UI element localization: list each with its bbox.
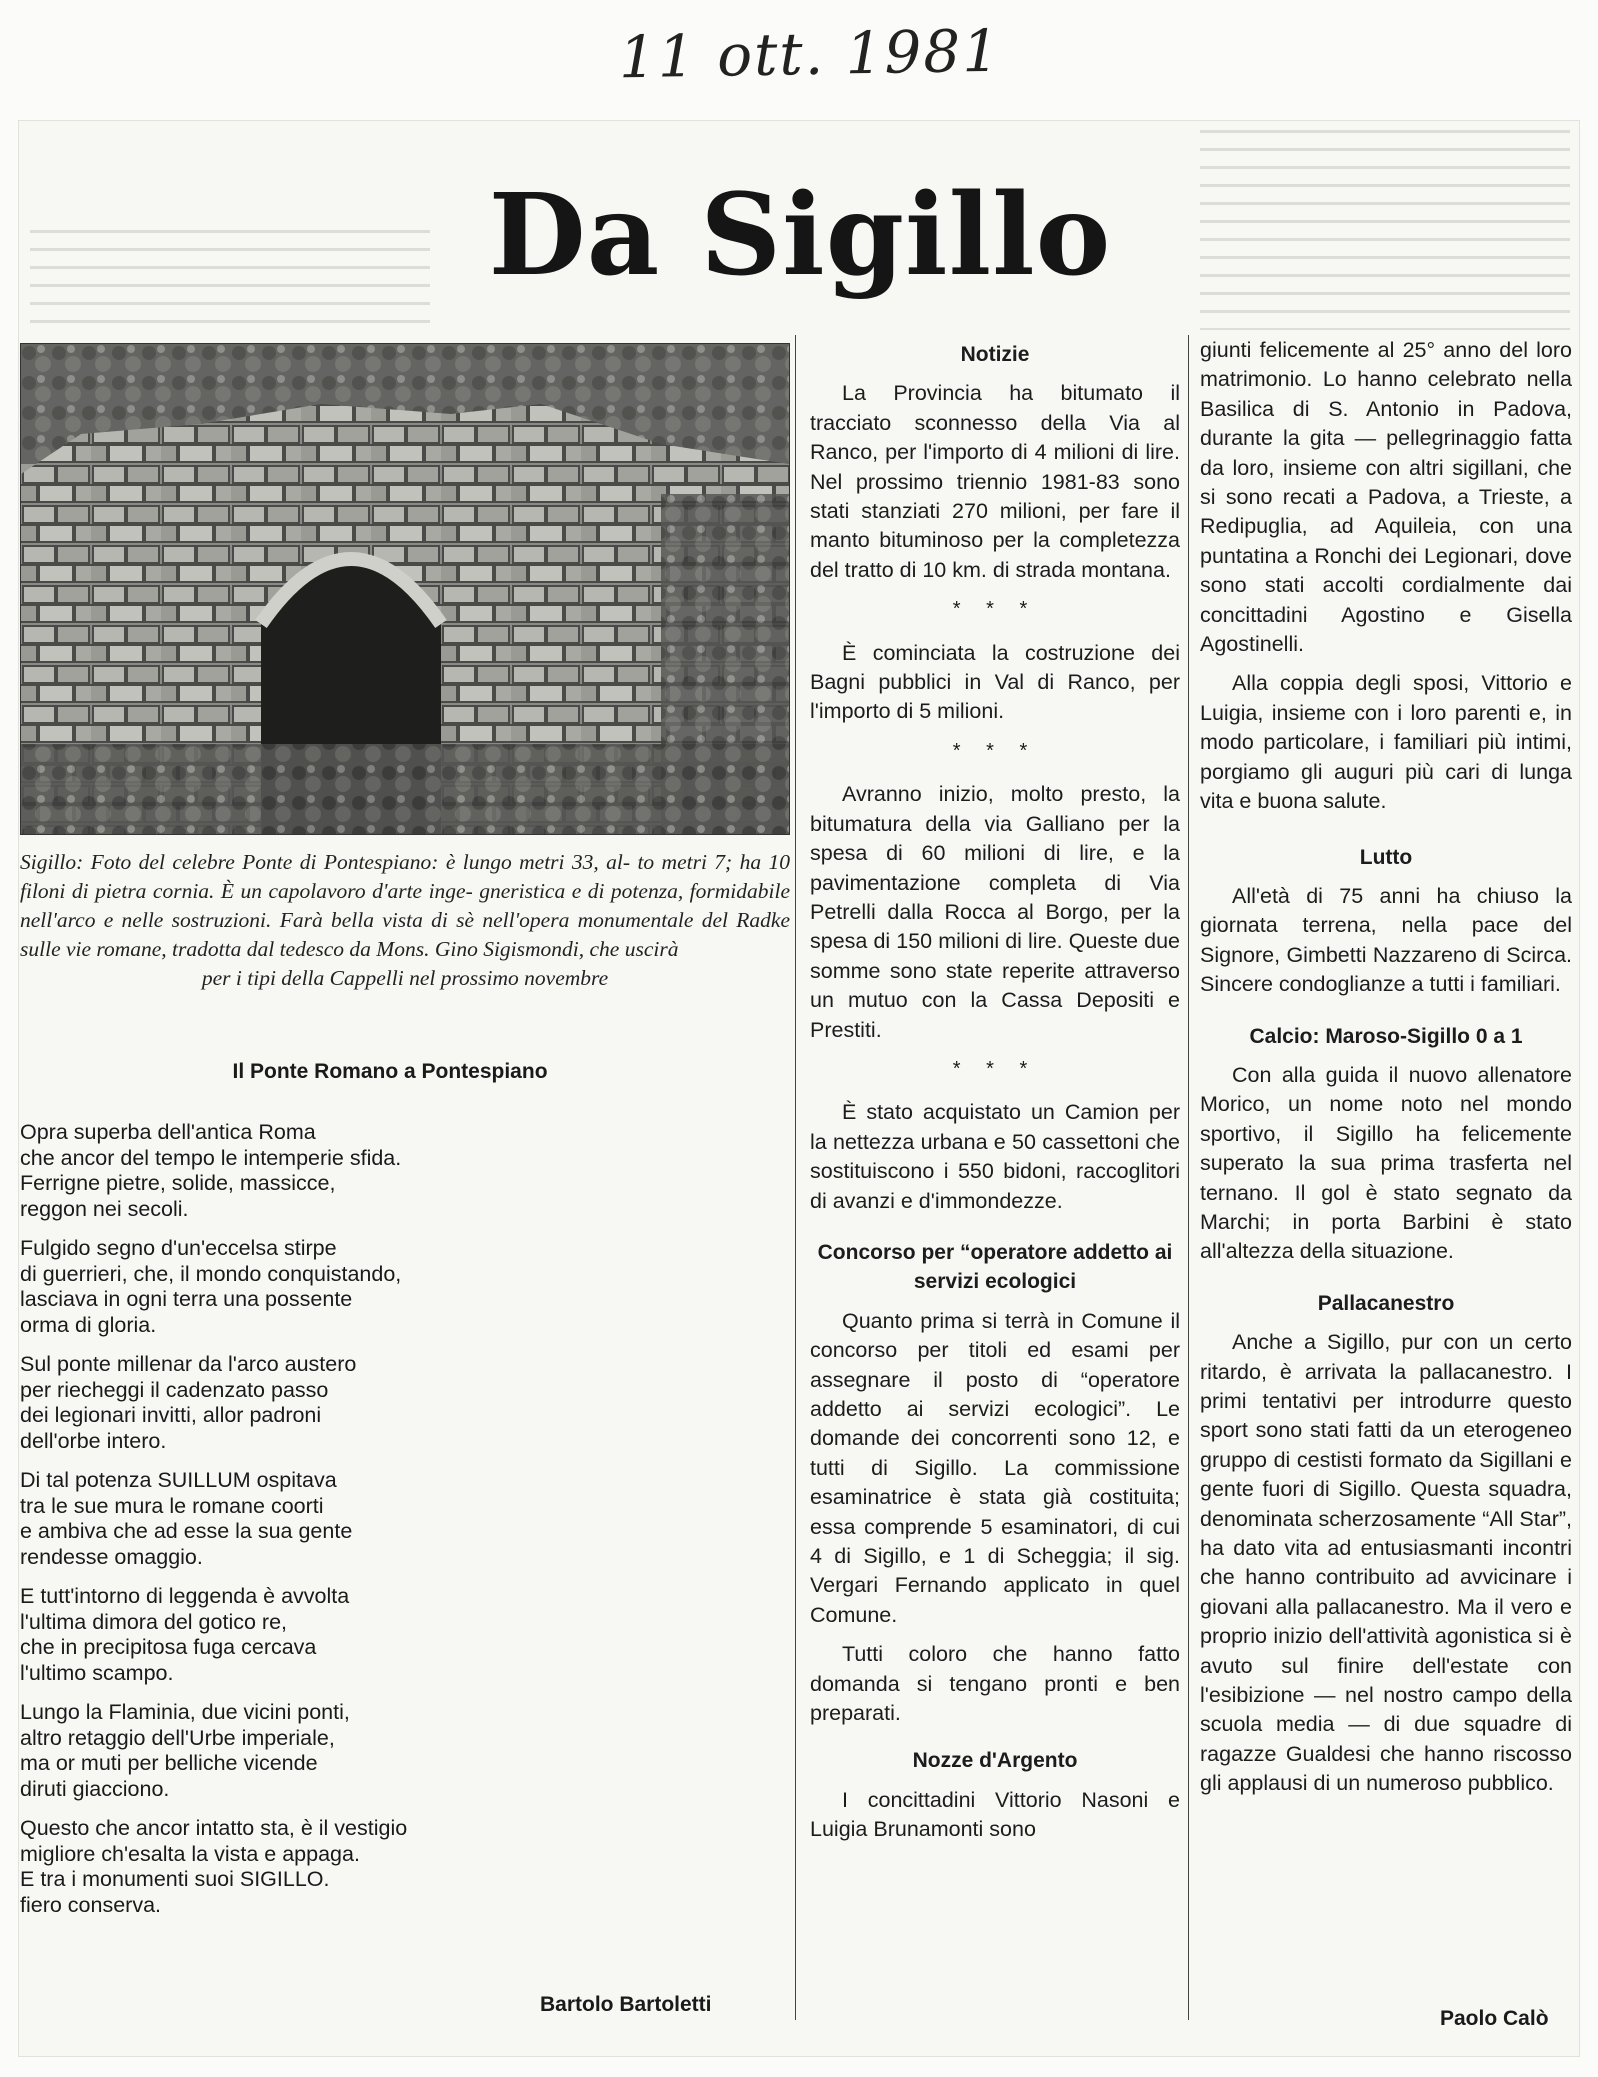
caption-line: to metri 7; ha 10 filoni di pietra cornia. È un capolavoro d'arte inge- <box>20 850 790 903</box>
poem-line: Fulgido segno d'un'eccelsa stirpe <box>20 1236 337 1260</box>
concorso-heading: Concorso per “operatore addetto ai servizi ecologici <box>817 1240 1173 1294</box>
poem-line: che in precipitosa fuga cercava <box>20 1635 317 1659</box>
notizie-paragraph: È stato acquistato un Camion per la nettezza urbana e 50 cassettoni che sostituiscono i 550 bidoni, raccoglitori di avanzi e d'immondezze. <box>810 1100 1180 1213</box>
poem-line: E tutt'intorno di leggenda è avvolta <box>20 1584 350 1608</box>
poem-line: E tra i monumenti suoi SIGILLO. <box>20 1867 330 1891</box>
column-divider <box>795 335 796 2020</box>
poem-line: Opra superba dell'antica Roma <box>20 1120 316 1144</box>
poem-line: dell'orbe intero. <box>20 1428 167 1453</box>
notizie-paragraph: È cominciata la costruzione dei Bagni pubblici in Val di Ranco, per l'importo di 5 milioni. <box>810 640 1180 724</box>
poem-line: di guerrieri, che, il mondo conquistando, <box>20 1261 402 1286</box>
poem-line: fiero conserva. <box>20 1892 162 1917</box>
middle-column <box>810 340 1180 1855</box>
poem-line: migliore ch'esalta la vista e appaga. <box>20 1841 360 1866</box>
poem-stanza <box>20 1468 580 1570</box>
poem-line: orma di gloria. <box>20 1312 157 1337</box>
poem-line: Ferrigne pietre, solide, massicce, <box>20 1171 336 1195</box>
calcio-heading: Calcio: Maroso-Sigillo 0 a 1 <box>1249 1024 1523 1048</box>
poem-line: per riecheggi il cadenzato passo <box>20 1377 329 1402</box>
column-divider <box>1188 335 1189 2020</box>
poem-title: Il Ponte Romano a Pontespiano <box>232 1060 548 1083</box>
concorso-paragraph: Tutti coloro che hanno fatto domanda si tengano pronti e ben preparati. <box>810 1642 1180 1726</box>
poem-line: dei legionari invitti, allor padroni <box>20 1403 322 1427</box>
poem-line: e ambiva che ad esse la sua gente <box>20 1519 353 1543</box>
separator: * * * <box>952 1057 1038 1080</box>
concorso-paragraph: Quanto prima si terrà in Comune il concorso per titoli ed esami per assegnare il posto di “operatore addetto ai servizi ecologici”. Le domande dei concorrenti sono 12, e tutti di Sigillo. La commissione esaminatrice è stata già costituita; essa comprende 5 esaminatori, di cui 4 di Sigillo, e 1 di Scheggia; il sig. Vergari Fernando applicato in quel Comune. <box>810 1308 1180 1627</box>
poem-line: Questo che ancor intatto sta, è il vestigio <box>20 1816 408 1840</box>
poem-line: l'ultima dimora del gotico re, <box>20 1609 287 1634</box>
headline: Da Sigillo <box>488 170 1112 301</box>
nozze-heading: Nozze d'Argento <box>912 1749 1078 1773</box>
photo-caption <box>20 848 790 993</box>
poem-line: altro retaggio dell'Urbe imperiale, <box>20 1725 335 1750</box>
right-column <box>1200 336 1572 1809</box>
notizie-heading: Notizie <box>960 343 1030 366</box>
caption-line: Farà bella vista di sè nell'opera monumentale del Radke sulle vie <box>20 908 791 961</box>
nozze-paragraph-continued: giunti felicemente al 25° anno del loro matrimonio. Lo hanno celebrato nella Basilica di S. Antonio in Padova, durante la gita — pellegrinaggio fatta da loro, insieme con altri sigillani, che si sono recati a Padova, a Trieste, a Redipuglia, ad Aquileia, con una puntatina a Ronchi dei Legionari, dove sono stati accolti cordialmente dai concittadini Agostino e Gisella Agostinelli. <box>1200 338 1572 657</box>
notizie-paragraph: Avranno inizio, molto presto, la bitumatura della via Galliano per la spesa di 60 milioni di lire, e la pavimentazione completa di Via Petrelli dalla Rocca al Borgo, per la spesa di 150 milioni di lire. Queste due somme sono state reperite attraverso un mutuo con la Cassa Depositi e Prestiti. <box>810 782 1180 1042</box>
separator: * * * <box>952 598 1038 621</box>
poem-line: tra le sue mura le romane coorti <box>20 1493 324 1518</box>
poem-stanza <box>20 1352 580 1454</box>
poem-stanza <box>20 1236 580 1338</box>
poem-line: reggon nei secoli. <box>20 1196 189 1221</box>
poem-author: Bartolo Bartoletti <box>540 1993 712 2016</box>
caption-line: per i tipi della Cappelli nel prossimo novembre <box>201 966 609 990</box>
bridge-photo-illustration <box>21 344 789 834</box>
caption-line: gneristica e di potenza, formidabile nell'arco e nelle sostruzioni. <box>20 879 791 932</box>
pallacanestro-heading: Pallacanestro <box>1317 1291 1455 1315</box>
bridge-photo <box>20 343 790 835</box>
poem-line: ma or muti per belliche vicende <box>20 1751 318 1775</box>
poem-line: lasciava in ogni terra una possente <box>20 1287 353 1311</box>
poem-stanza <box>20 1816 580 1918</box>
bleed-through-texture <box>30 230 430 330</box>
separator: * * * <box>952 739 1038 762</box>
poem-line: l'ultimo scampo. <box>20 1660 174 1685</box>
poem-stanza <box>20 1700 580 1802</box>
poem-line: diruti giacciono. <box>20 1776 170 1801</box>
lutto-paragraph: All'età di 75 anni ha chiuso la giornata terrena, nella pace del Signore, Gimbetti Nazzareno di Scirca. Sincere condoglianze a tutti i familiari. <box>1200 883 1572 997</box>
poem-stanza <box>20 1120 580 1222</box>
calcio-paragraph: Con alla guida il nuovo allenatore Morico, un nome noto nel mondo sportivo, il Sigillo ha felicemente superato la sua prima trasferta nel ternano. Il gol è stato segnato da Marchi; in porta Barbini è stato all'altezza della situazione. <box>1200 1062 1572 1264</box>
caption-line: romane, tradotta dal tedesco da Mons. Gino Sigismondi, che uscirà <box>96 937 679 961</box>
nozze-paragraph-start: I concittadini Vittorio Nasoni e Luigia Brunamonti sono <box>810 1787 1180 1842</box>
poem-line: Lungo la Flaminia, due vicini ponti, <box>20 1700 350 1724</box>
poem-line: Sul ponte millenar da l'arco austero <box>20 1352 357 1376</box>
pallacanestro-paragraph: Anche a Sigillo, pur con un certo ritardo, è arrivata la pallacanestro. I primi tentativi per introdurre questo sport sono stati fatti da un eterogeneo gruppo di cestisti formato da Sigillani e gente fuori di Sigillo. Questa squadra, denominata scherzosamente “All Star”, ha dato vita ad entusiasmanti incontri che hanno contribuito ad avvicinare i giovani alla pallacanestro. Ma il vero e proprio inizio dell'attività agonistica si è avuto sul finire dell'estate con l'esibizione — nel nostro campo della scuola media — di due squadre di ragazze Gualdesi che hanno riscosso gli applausi di un numeroso pubblico. <box>1200 1330 1572 1796</box>
notizie-paragraph: La Provincia ha bitumato il tracciato sconnesso della Via al Ranco, per l'importo di 4 milioni di lire. Nel prossimo triennio 1981-83 sono stati stanziati 270 milioni, per fare il manto bituminoso per la completezza del tratto di 10 km. di strada montana. <box>810 381 1180 582</box>
handwritten-date: 11 ott. 1981 <box>618 16 1002 92</box>
poem-line: rendesse omaggio. <box>20 1544 203 1569</box>
poem-stanza <box>20 1584 580 1686</box>
article-author: Paolo Calò <box>1440 2007 1549 2030</box>
poem <box>20 1120 580 1932</box>
caption-line: Sigillo: Foto del celebre Ponte di Pontespiano: è lungo metri 33, al- <box>20 850 631 874</box>
poem-line: che ancor del tempo le intemperie sfida. <box>20 1145 402 1170</box>
poem-line: Di tal potenza SUILLUM ospitava <box>20 1468 337 1492</box>
bleed-through-texture <box>1200 130 1570 330</box>
lutto-heading: Lutto <box>1359 845 1413 869</box>
nozze-paragraph: Alla coppia degli sposi, Vittorio e Luigia, insieme con i loro parenti e, in modo particolare, i familiari più intimi, porgiamo gli auguri più cari di lunga vita e buona salute. <box>1200 671 1572 814</box>
